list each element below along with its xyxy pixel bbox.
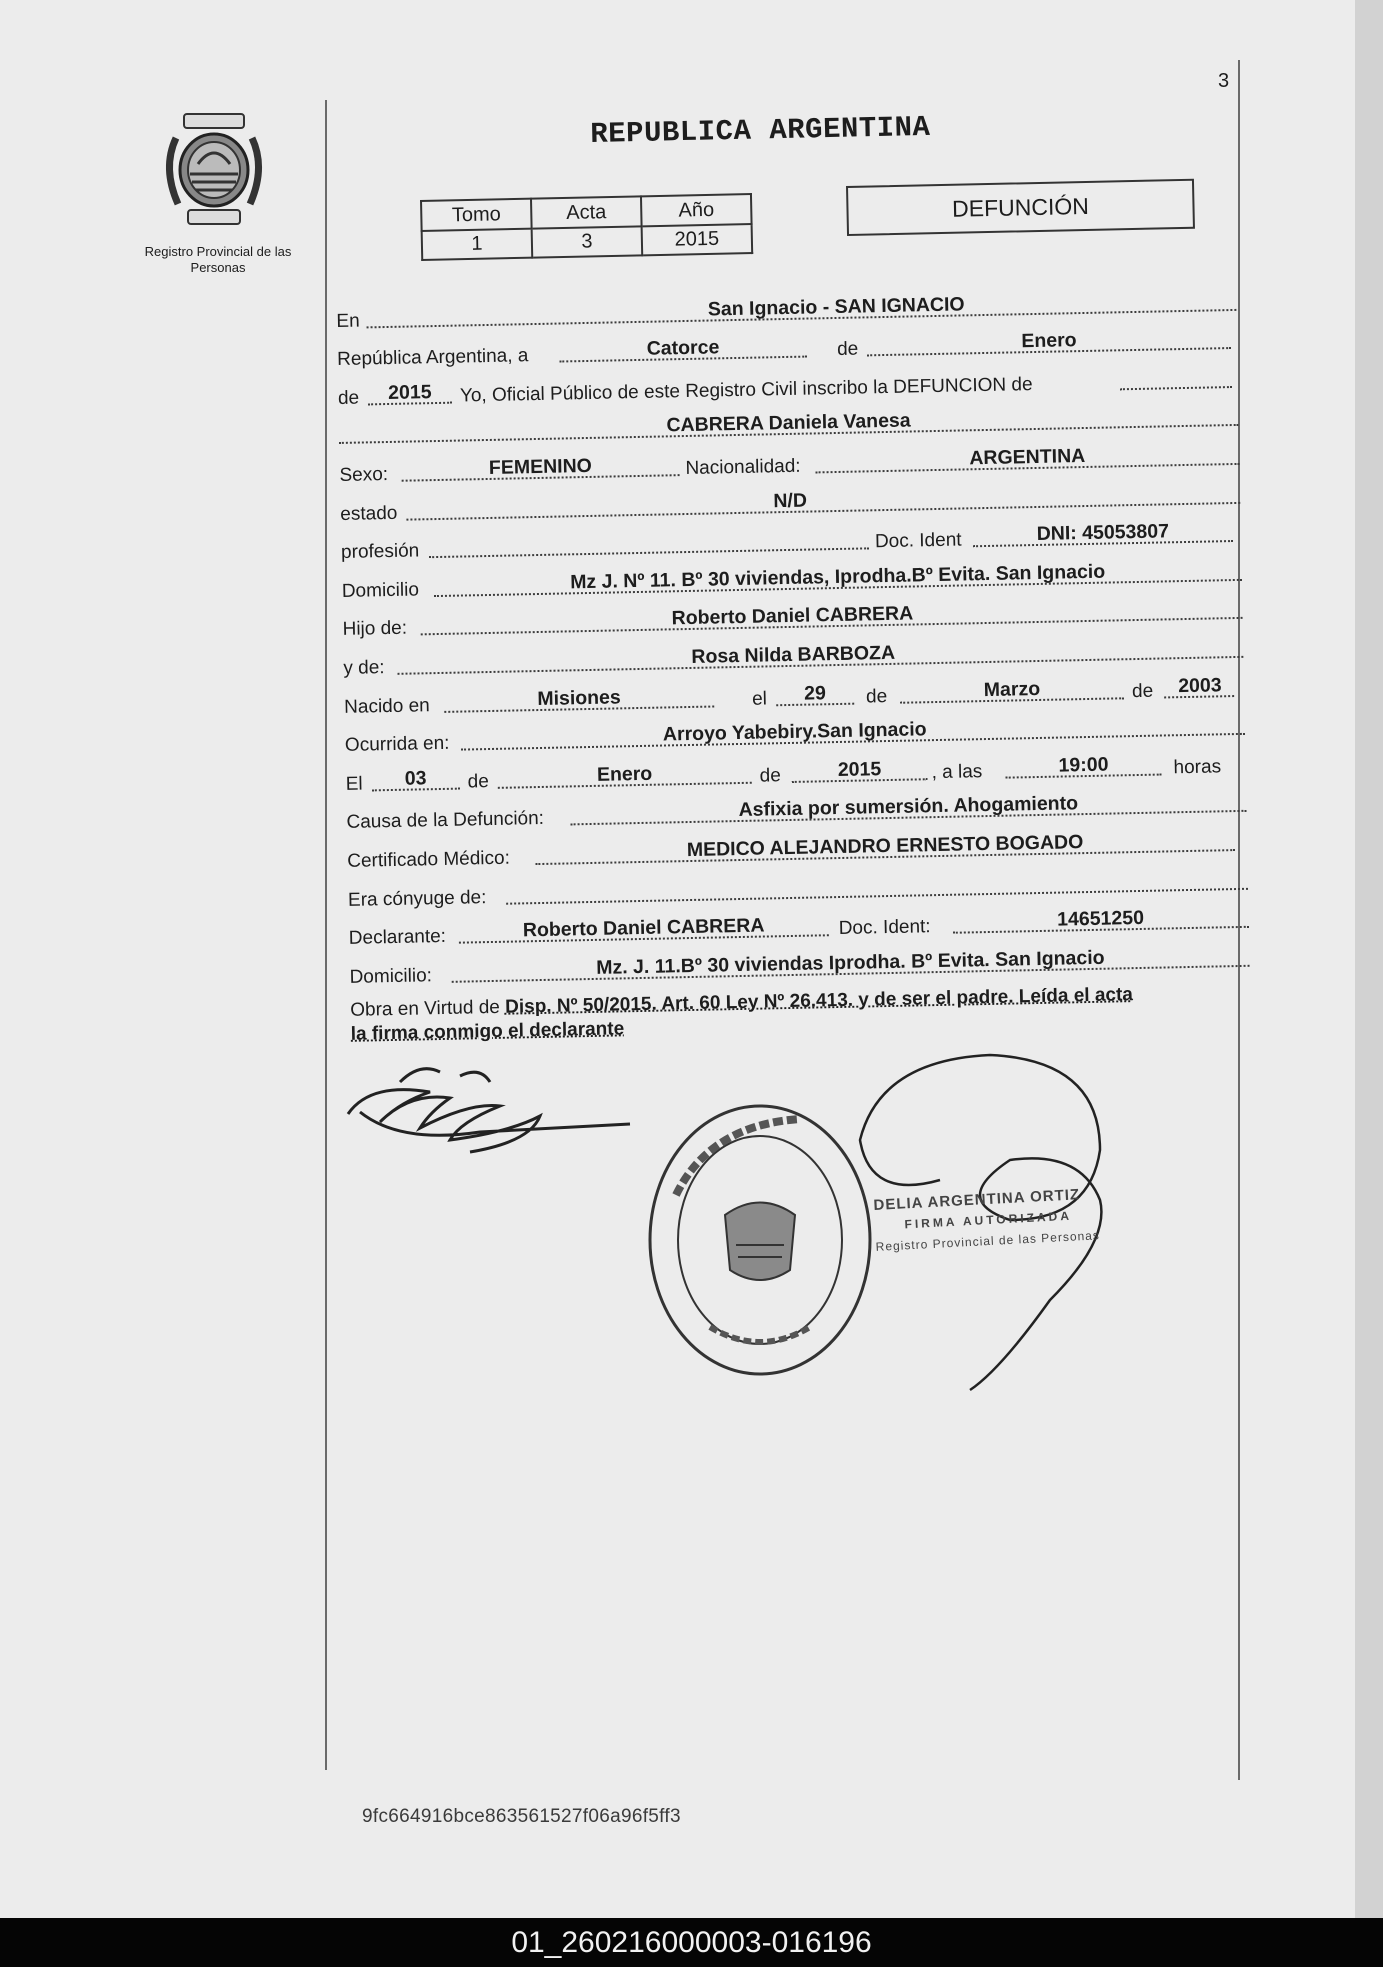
value-estado: N/D: [773, 489, 808, 512]
label-declarante: Declarante:: [348, 926, 447, 949]
document-hash: 9fc664916bce863561527f06a96f5ff3: [362, 1806, 681, 1827]
label-obra: Obra en Virtud de: [350, 996, 501, 1021]
label-de-nac2: de: [1131, 680, 1154, 702]
label-de-def: de: [467, 770, 490, 793]
label-el2: El: [345, 773, 363, 795]
value-def-anio: 2015: [837, 757, 882, 781]
value-dia-texto: Catorce: [646, 336, 720, 360]
provincia-misiones-seal-logo: [158, 108, 270, 232]
label-profesion: profesión: [340, 540, 420, 564]
value-nombre: CABRERA Daniela Vanesa: [666, 409, 911, 437]
value-def-mes: Enero: [596, 762, 653, 786]
anio-header: Año: [641, 194, 752, 226]
officer-stamp-text: [873, 1183, 1100, 1258]
value-nacido-lugar: Misiones: [537, 685, 621, 710]
tomo-header: Tomo: [421, 199, 532, 231]
label-certificado: Certificado Médico:: [347, 847, 511, 872]
death-record-form: [336, 282, 1251, 1047]
scan-footer-id: 01_260216000003-016196: [0, 1918, 1383, 1967]
label-conyuge: Era cónyuge de:: [347, 886, 487, 911]
officer-org: Registro Provincial de las Personas: [875, 1228, 1101, 1254]
value-lugar: San Ignacio - SAN IGNACIO: [707, 292, 965, 321]
label-en: En: [336, 310, 360, 332]
value-domicilio2: Mz. J. 11.Bº 30 viviendas Iprodha. Bº Evita. San Ignacio: [596, 946, 1105, 979]
label-de: de: [836, 338, 859, 361]
label-domicilio: Domicilio: [341, 579, 420, 602]
value-nacionalidad: ARGENTINA: [969, 444, 1086, 470]
label-doc2: Doc. Ident:: [838, 916, 931, 940]
officer-role: FIRMA AUTORIZADA: [904, 1208, 1073, 1232]
value-hora: 19:00: [1058, 753, 1109, 777]
value-causa: Asfixia por sumersión. Ahogamiento: [738, 792, 1079, 822]
value-nac-dia: 29: [803, 681, 827, 705]
value-obra-1: Disp. Nº 50/2015. Art. 60 Ley Nº 26.413. y de ser el padre. Leída el acta: [504, 983, 1134, 1018]
label-doc: Doc. Ident: [874, 529, 962, 553]
page-number: 3: [1218, 70, 1230, 92]
acta-header: Acta: [531, 196, 642, 228]
value-nac-anio: 2003: [1177, 673, 1222, 697]
label-sexo: Sexo:: [339, 463, 389, 486]
acta-value: 3: [532, 226, 643, 257]
label-alas: , a las: [931, 760, 983, 783]
declarant-signature: [340, 1052, 640, 1162]
registry-label: Registro Provincial de las Personas: [144, 244, 292, 275]
value-anio-registro: 2015: [387, 380, 432, 404]
label-republica: República Argentina, a: [336, 345, 529, 371]
label-yde: y de:: [343, 657, 385, 679]
value-mes: Enero: [1021, 329, 1077, 353]
label-de-anio: de: [337, 387, 360, 409]
label-de-nac: de: [865, 685, 888, 707]
value-madre: Rosa Nilda BARBOZA: [691, 641, 896, 668]
page-edge: [1355, 0, 1383, 1918]
label-estado: estado: [340, 502, 398, 525]
label-causa: Causa de la Defunción:: [346, 808, 545, 834]
anio-value: 2015: [642, 224, 753, 255]
document-type-box: DEFUNCIÓN: [846, 179, 1195, 236]
value-obra-2: la firma conmigo el declarante: [350, 1018, 625, 1045]
tomo-acta-anio-table: [420, 193, 753, 261]
label-hijo: Hijo de:: [342, 617, 408, 641]
label-nacido: Nacido en: [343, 694, 430, 718]
value-nac-mes: Marzo: [983, 677, 1041, 701]
value-padre: Roberto Daniel CABRERA: [671, 602, 914, 630]
value-doc: DNI: 45053807: [1036, 520, 1170, 546]
official-registry-stamp: [640, 1095, 880, 1385]
label-ocurrida: Ocurrida en:: [344, 732, 450, 757]
value-declarante: Roberto Daniel CABRERA: [522, 914, 765, 942]
document-title: REPUBLICA ARGENTINA: [590, 110, 931, 151]
officer-name: DELIA ARGENTINA ORTIZ: [873, 1186, 1081, 1214]
label-domicilio2: Domicilio:: [349, 964, 433, 988]
label-de-def2: de: [759, 764, 781, 787]
value-def-dia: 03: [404, 767, 427, 790]
value-domicilio: Mz J. Nº 11. Bº 30 viviendas, Iprodha.Bº Evita. San Ignacio: [569, 560, 1106, 594]
oficial-text: Yo, Oficial Público de este Registro Civil inscribo la DEFUNCION de: [459, 373, 1033, 407]
label-horas: horas: [1173, 756, 1222, 779]
value-certificado: MEDICO ALEJANDRO ERNESTO BOGADO: [686, 831, 1084, 861]
left-margin-line: [325, 100, 327, 1770]
value-ocurrida: Arroyo Yabebiry.San Ignacio: [662, 718, 927, 746]
value-sexo: FEMENINO: [488, 454, 593, 479]
label-el: el: [751, 687, 768, 710]
value-doc2: 14651250: [1056, 907, 1145, 931]
label-nacionalidad: Nacionalidad:: [685, 455, 801, 479]
tomo-value: 1: [422, 229, 533, 260]
